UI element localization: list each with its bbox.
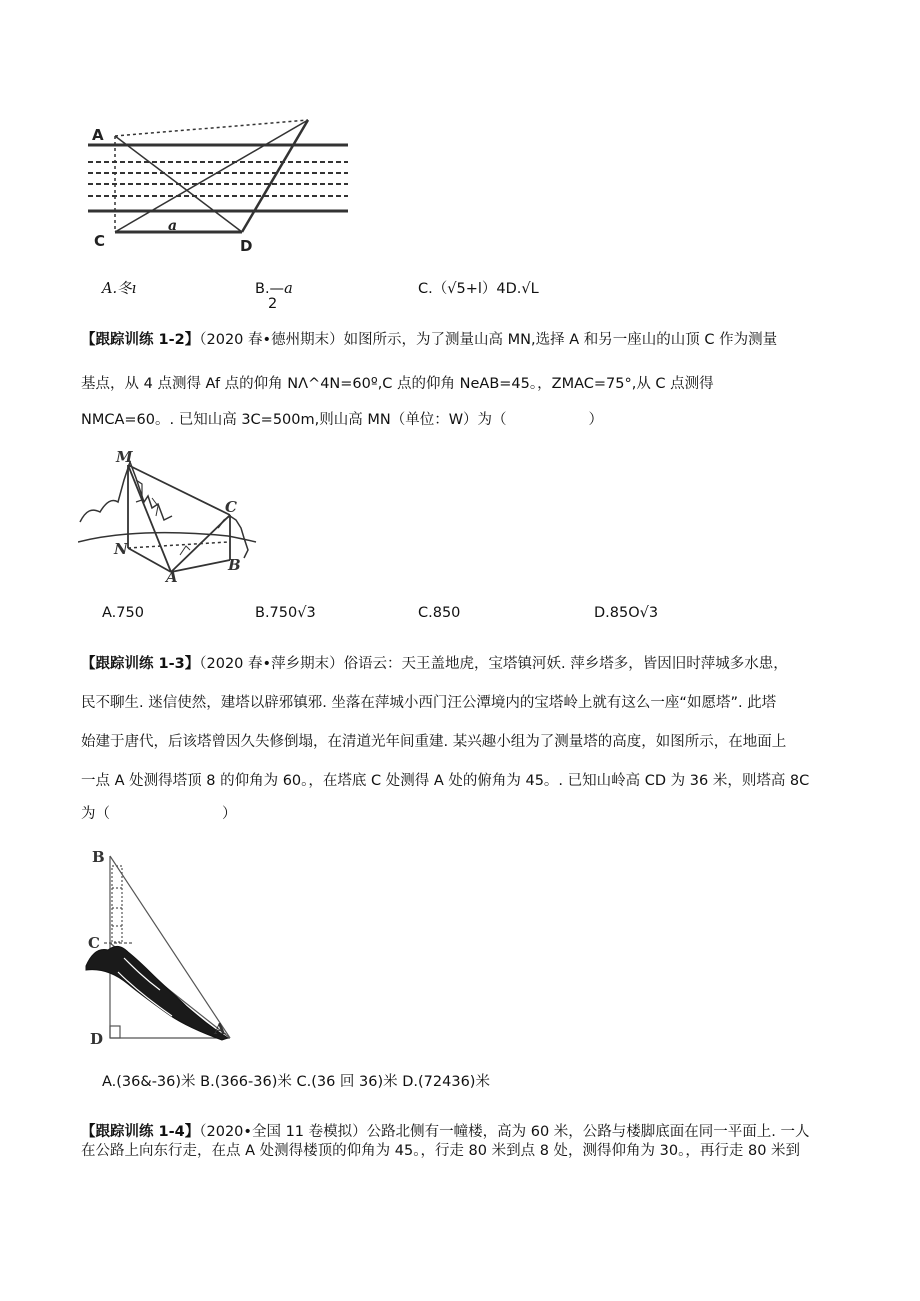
q1-option-b-variable: a bbox=[284, 281, 293, 297]
q2-line-1-text: （2020 春•德州期末）如图所示，为了测量山高 MN,选择 A 和另一座山的山顶 C 作为测量 bbox=[199, 332, 778, 348]
q4-line-1-text: （2020•全国 11 卷模拟）公路北侧有一幢楼，高为 60 米，公路与楼脚底面在同一平面上. 一人 bbox=[199, 1124, 810, 1140]
figure-3-tower-diagram bbox=[82, 848, 242, 1048]
q2-line-3-close: ） bbox=[588, 412, 604, 428]
q3-line-5-text: 为（ bbox=[81, 806, 110, 822]
q1-option-c-d: C.（√5+l）4D.√L bbox=[418, 281, 539, 297]
q2-option-a: A.750 bbox=[102, 605, 144, 621]
q3-line-1-text: （2020 春•萍乡期末）俗语云：天王盖地虎，宝塔镇河妖. 萍乡塔多，皆因旧时萍城多水患， bbox=[199, 656, 788, 672]
figure-2-label-m: M bbox=[116, 450, 133, 466]
q2-line-3 bbox=[81, 410, 603, 430]
q2-option-b: B.750√3 bbox=[255, 605, 316, 621]
q3-line-3: 始建于唐代，后该塔曾因久失修倒塌，在清道光年间重建. 某兴趣小组为了测量塔的高度，如图所示，在地面上 bbox=[81, 734, 787, 750]
q1-option-b-denominator: 2 bbox=[268, 296, 278, 312]
figure-1-river-diagram bbox=[80, 118, 350, 253]
figure-1-label-a: A bbox=[92, 126, 104, 144]
q4-tag: 【跟踪训练 1-4】 bbox=[81, 1124, 200, 1140]
q3-tag: 【跟踪训练 1-3】 bbox=[81, 656, 200, 672]
q2-line-1 bbox=[81, 330, 777, 350]
figure-1-label-d: D bbox=[240, 237, 253, 253]
q1-option-a: A.冬ı bbox=[102, 281, 137, 297]
figure-3-label-c: C bbox=[88, 934, 100, 952]
figure-3-label-d: D bbox=[90, 1030, 104, 1048]
q2-tag: 【跟踪训练 1-2】 bbox=[81, 332, 200, 348]
q3-line-5-close: ） bbox=[222, 806, 237, 822]
q4-line-1 bbox=[81, 1122, 810, 1142]
q2-option-d: D.85O√3 bbox=[594, 605, 659, 621]
figure-2-label-b: B bbox=[228, 556, 241, 574]
q3-line-5 bbox=[81, 804, 237, 824]
q3-line-4: 一点 A 处测得塔顶 8 的仰角为 60。，在塔底 C 处测得 A 处的俯角为 45。. 已知山岭高 CD 为 36 米，则塔高 8C bbox=[81, 773, 810, 789]
figure-3-label-b: B bbox=[92, 848, 105, 866]
q4-line-2: 在公路上向东行走，在点 A 处测得楼顶的仰角为 45。，行走 80 米到点 8 处，测得仰角为 30。，再行走 80 米到 bbox=[81, 1143, 801, 1159]
q1-option-b-prefix: B.— bbox=[255, 281, 285, 297]
figure-2-label-c: C bbox=[225, 498, 237, 516]
figure-1-label-side-a: a bbox=[168, 218, 178, 234]
figure-3-label-a: A bbox=[214, 1020, 226, 1038]
q3-options: A.(36&-36)米 B.(366-36)米 C.(36 回 36)米 D.(72436)米 bbox=[102, 1074, 490, 1090]
figure-2-label-n: N bbox=[114, 540, 128, 558]
q2-line-3-text: NMCA=60。. 已知山高 3C=500m,则山高 MN（单位：W）为（ bbox=[81, 412, 507, 428]
q2-option-c: C.850 bbox=[418, 605, 461, 621]
figure-1-label-c: C bbox=[94, 232, 106, 250]
figure-2-mountain-diagram bbox=[78, 450, 258, 585]
figure-2-label-a: A bbox=[166, 568, 178, 585]
q2-line-2: 基点，从 4 点测得 Af 点的仰角 NΛ^4N=60º,C 点的仰角 NeAB=45。，ZMAC=75°,从 C 点测得 bbox=[81, 376, 714, 392]
q3-line-2: 民不聊生. 迷信使然，建塔以辟邪镇邪. 坐落在萍城小西门汪公潭境内的宝塔岭上就有这么一座“如愿塔”. 此塔 bbox=[81, 695, 777, 711]
q3-line-1 bbox=[81, 654, 788, 674]
